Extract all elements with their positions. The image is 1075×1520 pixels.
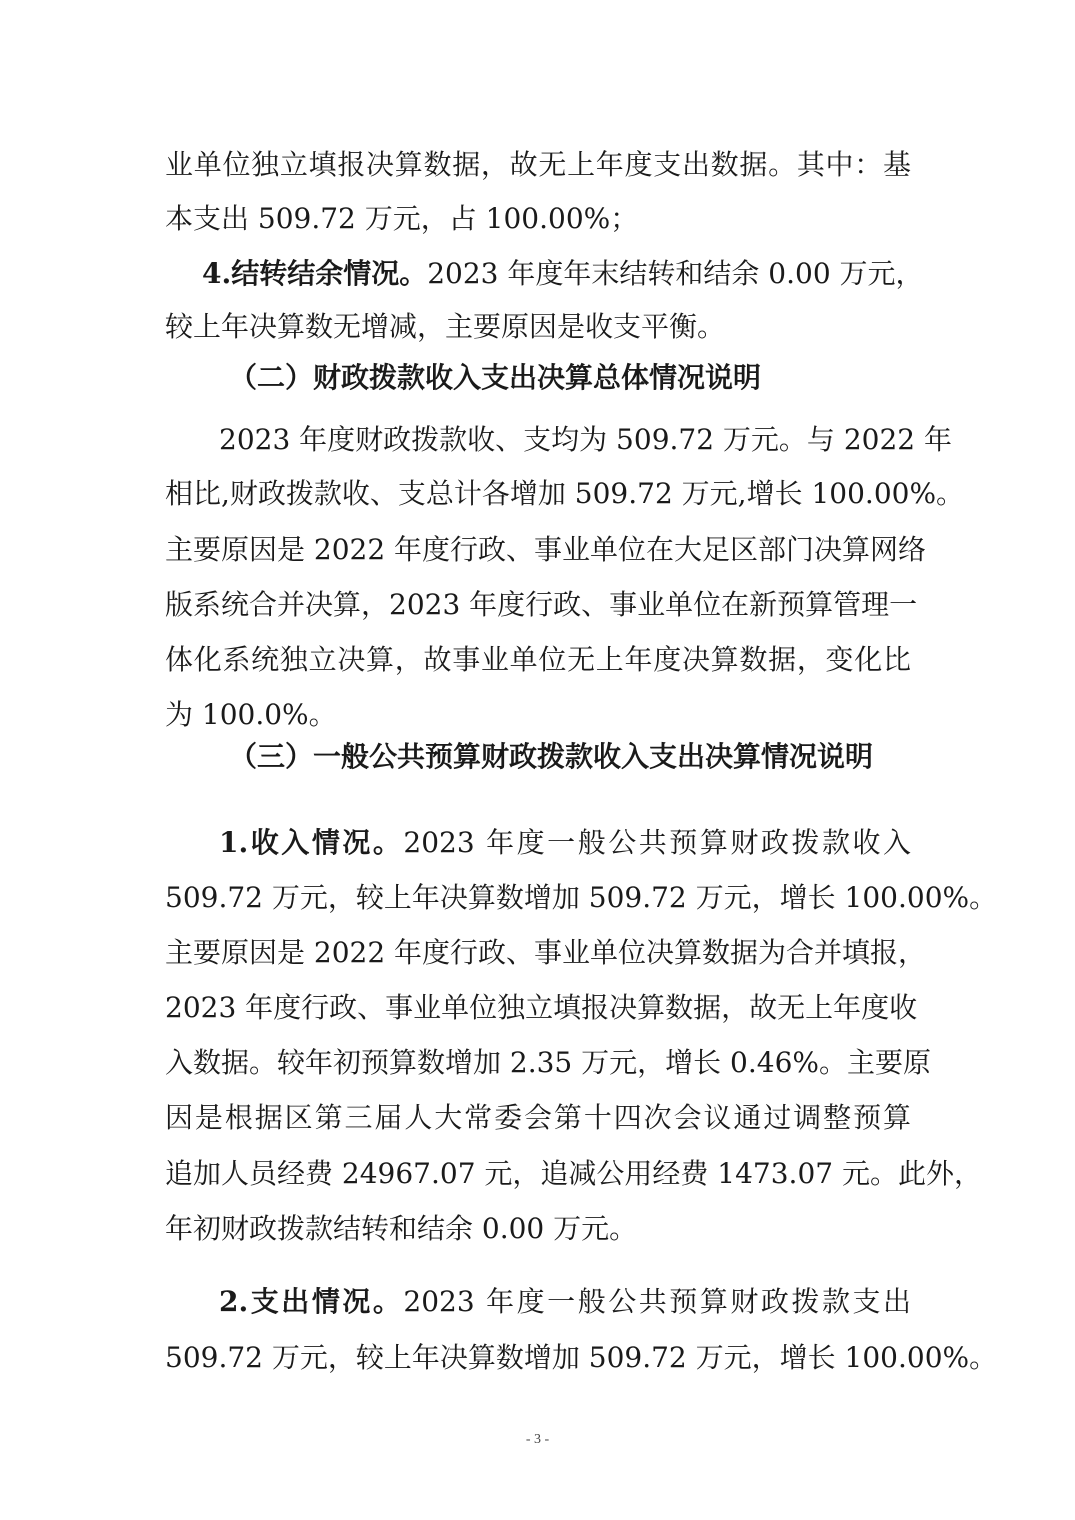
body-text: 2023 年度一般公共预算财政拨款支出: [403, 1285, 911, 1318]
item-lead: 4.结转结余情况。: [202, 257, 428, 290]
section-item-4: [202, 254, 924, 294]
body-text-line: 追加人员经费 24967.07 元，追减公用经费 1473.07 元。此外，: [165, 1157, 982, 1190]
section-item-1: [219, 823, 911, 863]
body-text-line: 版系统合并决算，2023 年度行政、事业单位在新预算管理一: [165, 588, 918, 621]
body-text-line: 509.72 万元，较上年决算数增加 509.72 万元，增长 100.00%。: [165, 881, 998, 914]
body-text-line: 本支出 509.72 万元，占 100.00%；: [165, 202, 639, 235]
body-text-line: 509.72 万元，较上年决算数增加 509.72 万元，增长 100.00%。: [165, 1341, 998, 1374]
body-text-line: 年初财政拨款结转和结余 0.00 万元。: [165, 1212, 638, 1245]
page-number: - 3 -: [525, 1432, 550, 1447]
body-text-line: 为 100.0%。: [165, 698, 337, 731]
body-text-line: 主要原因是 2022 年度行政、事业单位决算数据为合并填报，: [165, 936, 927, 969]
item-lead: 1.收入情况。: [219, 826, 404, 859]
body-text-line: 业单位独立填报决算数据，故无上年度支出数据。其中：基: [165, 148, 911, 181]
section-heading-2: （二）财政拨款收入支出决算总体情况说明: [229, 361, 762, 394]
body-text-line: 入数据。较年初预算数增加 2.35 万元，增长 0.46%。主要原: [165, 1046, 931, 1079]
item-lead: 2.支出情况。: [219, 1285, 404, 1318]
body-text-line: 较上年决算数无增减，主要原因是收支平衡。: [165, 310, 726, 343]
body-text-line: 主要原因是 2022 年度行政、事业单位在大足区部门决算网络: [165, 533, 927, 566]
body-text-line: 体化系统独立决算，故事业单位无上年度决算数据，变化比: [165, 643, 911, 676]
body-text-line: 2023 年度行政、事业单位独立填报决算数据，故无上年度收: [165, 991, 918, 1024]
body-text: 2023 年度年末结转和结余 0.00 万元，: [427, 257, 924, 290]
body-text-line: 相比,财政拨款收、支总计各增加 509.72 万元,增长 100.00%。: [165, 477, 965, 510]
section-item-2: [219, 1282, 911, 1322]
body-text: 2023 年度一般公共预算财政拨款收入: [403, 826, 911, 859]
body-text-line: 2023 年度财政拨款收、支均为 509.72 万元。与 2022 年: [219, 423, 952, 456]
body-text-line: 因是根据区第三届人大常委会第十四次会议通过调整预算: [165, 1101, 911, 1134]
section-heading-3: （三）一般公共预算财政拨款收入支出决算情况说明: [229, 740, 874, 773]
